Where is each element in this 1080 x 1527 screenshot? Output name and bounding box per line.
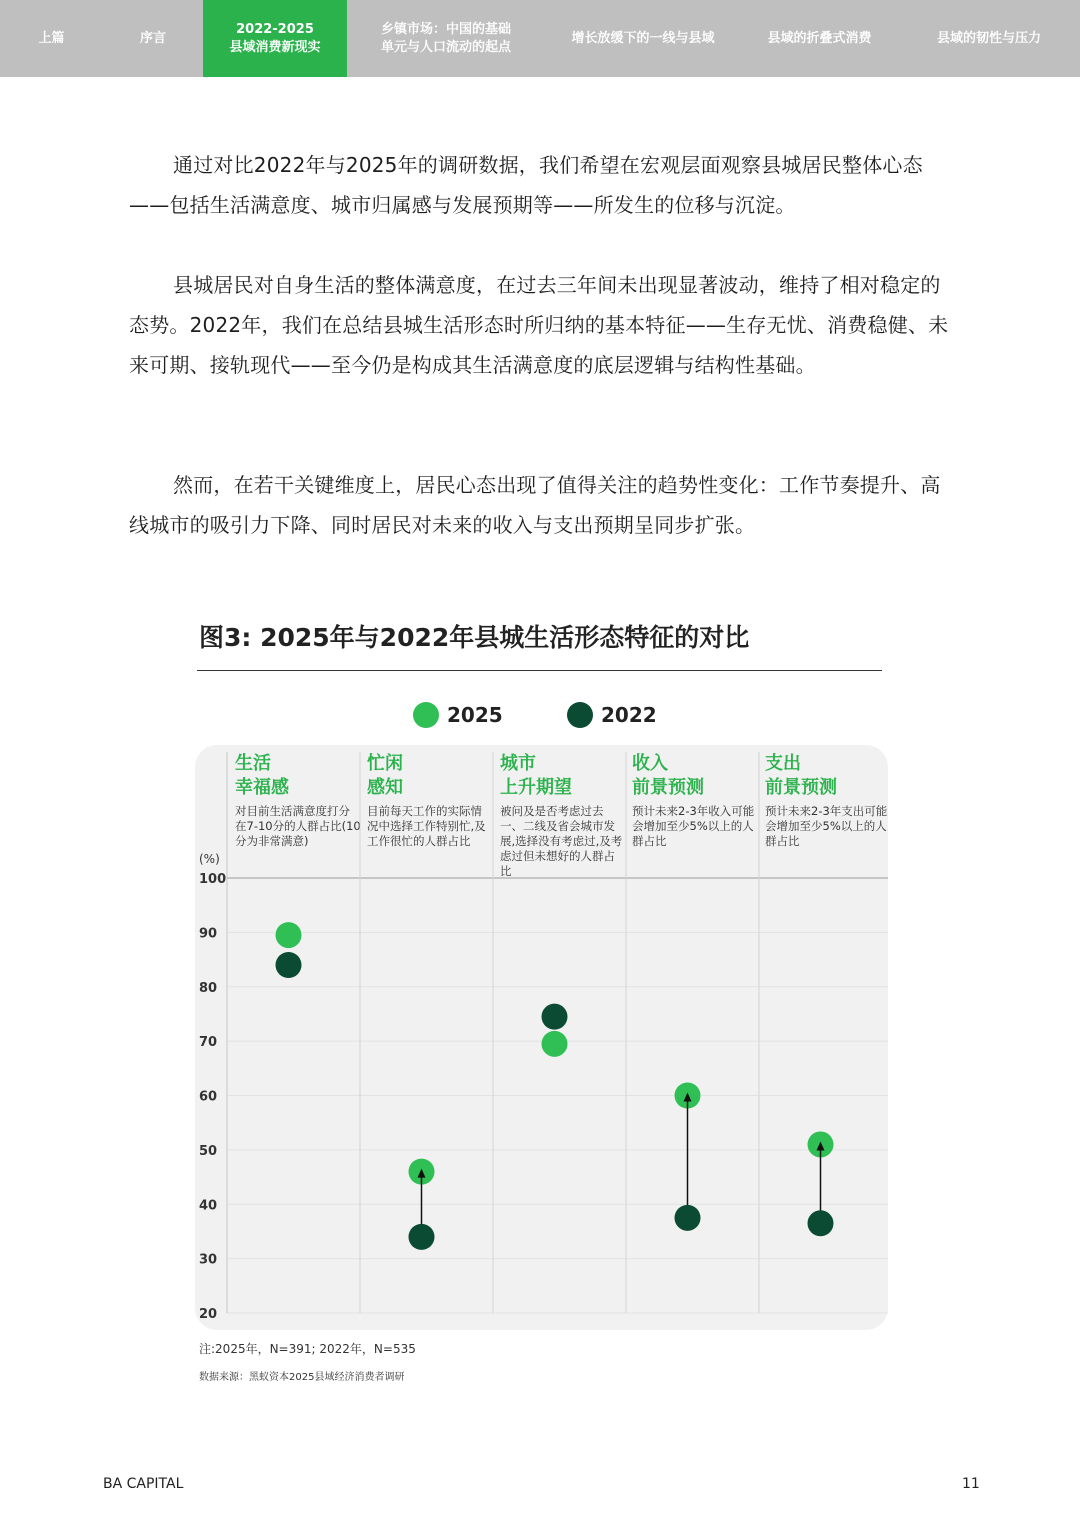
category-desc: 对目前生活满意度打分在7-10分的人群占比(10分为非常满意) (235, 804, 361, 848)
nav-tab-label-line1: 乡镇市场：中国的基础 (380, 21, 511, 37)
category-title-line1: 忙闲 (367, 753, 403, 774)
y-tick-label: 100 (199, 872, 227, 887)
y-tick-label: 50 (199, 1143, 218, 1159)
category-title-line2: 前景预测 (765, 777, 837, 798)
data-point-2025 (276, 922, 302, 948)
figure-note: 注:2025年，N=391; 2022年，N=535 (199, 1342, 416, 1356)
nav-tab-label: 上篇 (38, 30, 65, 46)
category-title-line1: 收入 (632, 753, 668, 774)
nav-tab-label: 县域的韧性与压力 (936, 30, 1041, 46)
category-title-line2: 前景预测 (632, 777, 704, 798)
y-tick-label: 20 (199, 1307, 218, 1322)
body-paragraph-3: 然而，在若干关键维度上，居民心态出现了值得关注的趋势性变化：工作节奏提升、高线城市的吸引力下降、同时居民对未来的收入与支出预期呈同步扩张。 (129, 473, 941, 537)
data-point-2022 (675, 1205, 701, 1231)
y-tick-label: 40 (199, 1198, 218, 1214)
category-desc: 被问及是否考虑过去一、二线及省会城市发展,选择没有考虑过,及考虑过但未想好的人群占比 (500, 804, 623, 878)
category-title-line1: 城市 (500, 753, 536, 774)
data-point-2022 (409, 1224, 435, 1250)
legend-label-2025: 2025 (447, 703, 503, 727)
nav-tab-label-line1: 2022-2025 (236, 21, 314, 37)
category-desc: 预计未来2-3年收入可能会增加至少5%以上的人群占比 (632, 804, 755, 848)
y-tick-label: 60 (199, 1089, 218, 1105)
category-title-line2: 感知 (367, 777, 403, 798)
category-desc: 目前每天工作的实际情况中选择工作特别忙,及工作很忙的人群占比 (367, 804, 486, 848)
nav-tab-label-line2: 单元与人口流动的起点 (380, 39, 511, 55)
data-point-2022 (276, 952, 302, 978)
category-title-line1: 支出 (765, 753, 801, 774)
category-title-line2: 上升期望 (500, 777, 572, 798)
body-paragraph-1: 通过对比2022年与2025年的调研数据，我们希望在宏观层面观察县城居民整体心态——包括生活满意度、城市归属感与发展预期等——所发生的位移与沉淀。 (129, 153, 923, 217)
y-tick-label: 80 (199, 980, 218, 996)
nav-tab-label-line2: 县域消费新现实 (229, 39, 321, 55)
figure-title: 图3: 2025年与2022年县城生活形态特征的对比 (199, 623, 750, 652)
y-tick-label: 90 (199, 926, 218, 942)
footer-brand: BA CAPITAL (103, 1476, 184, 1492)
data-point-2022 (542, 1004, 568, 1030)
category-title-line1: 生活 (235, 753, 271, 774)
data-point-2022 (808, 1210, 834, 1236)
category-desc: 预计未来2-3年支出可能会增加至少5%以上的人群占比 (765, 804, 888, 848)
nav-tab-label: 县域的折叠式消费 (767, 30, 872, 46)
y-tick-label: 70 (199, 1035, 218, 1051)
nav-tab-label: 序言 (139, 30, 166, 46)
figure-source: 数据来源：黑蚁资本2025县域经济消费者调研 (199, 1372, 405, 1383)
y-tick-label: 30 (199, 1252, 218, 1268)
page-number: 11 (962, 1476, 980, 1492)
y-axis-unit: (%) (199, 852, 220, 866)
data-point-2025 (542, 1031, 568, 1057)
body-paragraph-2: 县城居民对自身生活的整体满意度，在过去三年间未出现显著波动，维持了相对稳定的态势。2022年，我们在总结县城生活形态时所归纳的基本特征——生存无忧、消费稳健、未来可期、接轨现代——至今仍是构成其生活满意度的底层逻辑与结构性基础。 (129, 273, 949, 377)
nav-tab-label: 增长放缓下的一线与县域 (571, 30, 715, 46)
category-title-line2: 幸福感 (235, 777, 289, 798)
legend-label-2022: 2022 (601, 703, 657, 727)
